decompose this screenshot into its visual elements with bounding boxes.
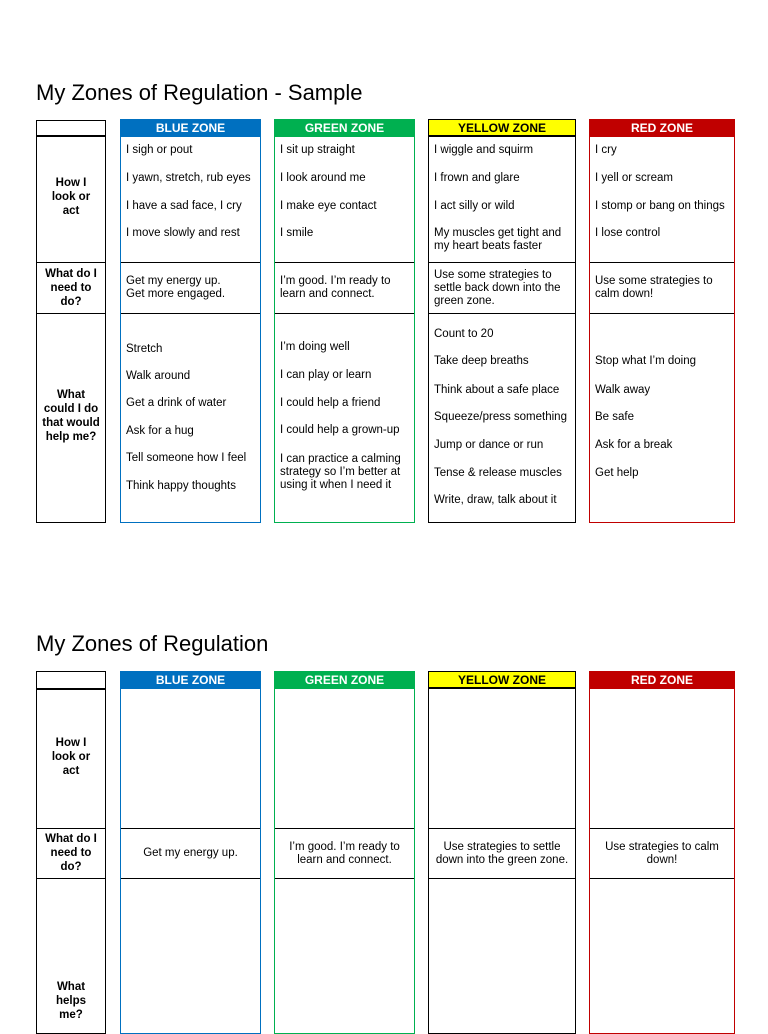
blank-green-zone-header: GREEN ZONE: [274, 671, 415, 688]
sample-blue-need-cell: Get my energy up. Get more engaged.: [126, 275, 226, 300]
blank-green-need-cell: I’m good. I’m ready to learn and connect.: [289, 840, 400, 866]
list-item: Ask for a break: [595, 439, 673, 451]
list-item: Take deep breaths: [434, 355, 529, 367]
sample-row-label-help: What could I do that would help me?: [42, 389, 100, 443]
blank-yellow-need-cell: Use strategies to settle down into the green zone.: [435, 840, 569, 866]
list-item: Stop what I’m doing: [595, 355, 697, 367]
sample-green-need-cell: I’m good. I’m ready to learn and connect.: [280, 275, 391, 300]
blank-row-label-need: What do I need to do?: [45, 833, 97, 873]
list-item: I wiggle and squirm: [434, 144, 534, 156]
list-item: I make eye contact: [280, 200, 377, 212]
blank-divider: [429, 878, 575, 879]
sample-yellow-look-cell: [428, 136, 576, 262]
sample-red-zone-header: RED ZONE: [589, 119, 735, 136]
list-item: I frown and glare: [434, 172, 520, 184]
sample-row-label-need: What do I need to do?: [45, 268, 97, 308]
list-item: I’m doing well: [280, 341, 350, 353]
list-item: Ask for a hug: [126, 425, 194, 437]
sample-red-need-cell: Use some strategies to calm down!: [595, 275, 713, 300]
sample-green-help-cell: [274, 314, 415, 522]
sample-yellow-need-cell: Use some strategies to settle back down into the green zone.: [434, 268, 561, 307]
sample-blue-zone-header: BLUE ZONE: [120, 119, 261, 136]
list-item: I can play or learn: [280, 369, 372, 381]
list-item: I sit up straight: [280, 144, 355, 156]
list-item: I look around me: [280, 172, 366, 184]
list-item: I yawn, stretch, rub eyes: [126, 172, 251, 184]
blank-divider: [275, 878, 414, 879]
list-item: I lose control: [595, 227, 661, 239]
list-item: I smile: [280, 227, 314, 239]
sample-blue-help-cell: [120, 314, 261, 522]
list-item: Tell someone how I feel: [126, 452, 247, 464]
list-item: I move slowly and rest: [126, 227, 240, 239]
list-item: Count to 20: [434, 328, 494, 340]
sample-green-look-cell: [274, 136, 415, 262]
list-item: Get a drink of water: [126, 397, 227, 409]
blank-row-label-look: How I look or act: [51, 737, 91, 777]
blank-blue-zone-header: BLUE ZONE: [120, 671, 261, 688]
list-item: I yell or scream: [595, 172, 673, 184]
sample-green-zone-header: GREEN ZONE: [274, 119, 415, 136]
blank-blue-need-cell: Get my energy up.: [143, 847, 238, 859]
list-item: Walk away: [595, 384, 651, 396]
list-item: Squeeze/press something: [434, 411, 567, 423]
list-item: Think about a safe place: [434, 384, 560, 396]
blank-divider: [36, 878, 106, 879]
list-item: I have a sad face, I cry: [126, 200, 242, 212]
list-item: Jump or dance or run: [434, 439, 544, 451]
blank-title: My Zones of Regulation: [36, 631, 269, 656]
sample-title: My Zones of Regulation - Sample: [36, 80, 363, 105]
list-item: I stomp or bang on things: [595, 200, 725, 212]
list-item: I can practice a calming strategy so I’m better at using it when I need it: [280, 453, 401, 491]
list-item: Write, draw, talk about it: [434, 494, 557, 506]
list-item: Be safe: [595, 411, 634, 423]
blank-label-header-cell: [36, 671, 106, 689]
list-item: Walk around: [126, 370, 191, 382]
sample-red-help-cell: [589, 314, 735, 522]
blank-divider: [590, 878, 734, 879]
list-item: My muscles get tight and my heart beats faster: [434, 227, 562, 252]
list-item: I sigh or pout: [126, 144, 193, 156]
blank-divider: [36, 828, 106, 829]
list-item: I act silly or wild: [434, 200, 515, 212]
sample-divider: [36, 262, 106, 263]
sample-yellow-help-cell: [428, 314, 576, 522]
sample-divider: [36, 313, 106, 314]
sample-blue-look-cell: [120, 136, 261, 262]
list-item: Think happy thoughts: [126, 480, 236, 492]
list-item: Stretch: [126, 343, 163, 355]
list-item: I could help a friend: [280, 397, 381, 409]
sample-red-look-cell: [589, 136, 735, 262]
blank-row-label-help: What helps me?: [55, 981, 87, 1021]
list-item: Get help: [595, 467, 639, 479]
list-item: I cry: [595, 144, 617, 156]
sample-yellow-zone-header: YELLOW ZONE: [428, 119, 576, 136]
blank-yellow-zone-header: YELLOW ZONE: [428, 671, 576, 688]
blank-red-need-cell: Use strategies to calm down!: [605, 840, 719, 866]
list-item: I could help a grown-up: [280, 424, 400, 436]
sample-label-header-cell: [36, 120, 106, 136]
blank-divider: [121, 878, 260, 879]
blank-red-zone-header: RED ZONE: [589, 671, 735, 688]
sample-row-label-look: How I look or act: [51, 177, 91, 217]
list-item: Tense & release muscles: [434, 467, 562, 479]
